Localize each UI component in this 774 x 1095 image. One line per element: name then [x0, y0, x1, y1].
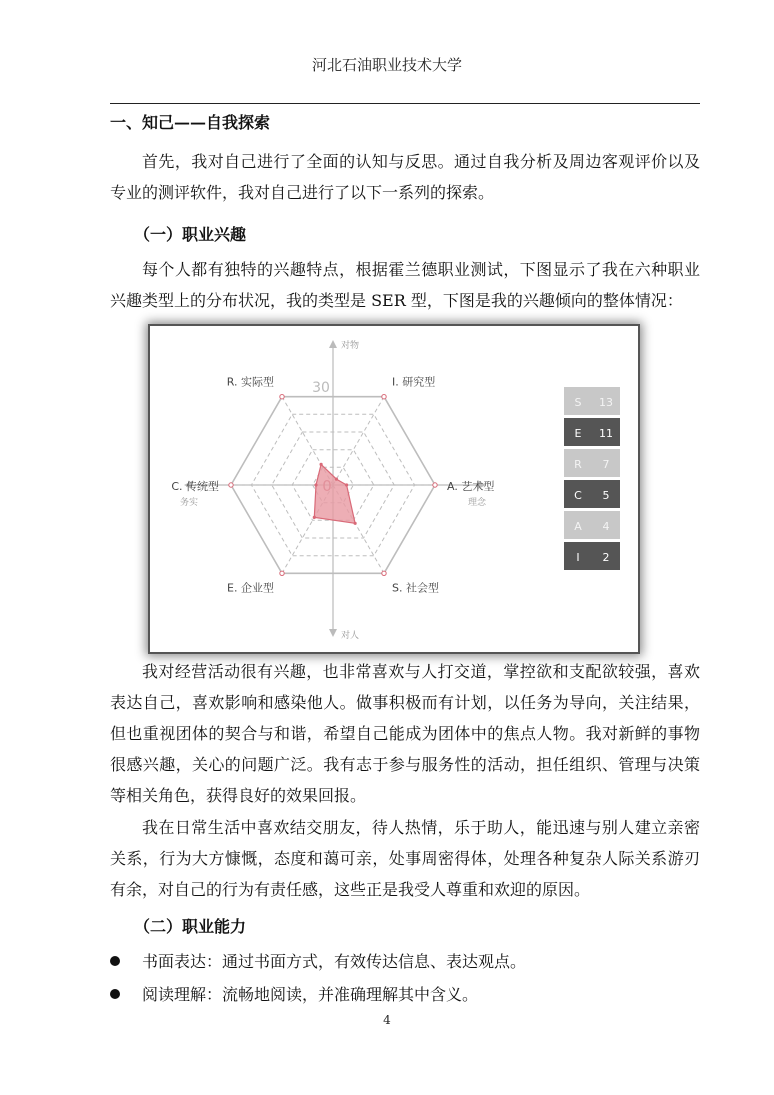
subheading-ability: （二）职业能力	[134, 917, 247, 936]
social-paragraph: 我在日常生活中喜欢结交朋友，待人热情，乐于助人，能迅速与别人建立亲密关系，行为大方慷慨，态度和蔼可亲，处事周密得体，处理各种复杂人际关系游刃有余，对自己的行为有责任感，这些正是我受人尊重和欢迎的原因。	[110, 818, 700, 899]
subheading-interest: （一）职业兴趣	[134, 225, 247, 244]
axis-label-c: C. 传统型	[171, 480, 219, 493]
axis-label-r: R. 实际型	[226, 375, 274, 389]
score-value-label: 4	[602, 520, 610, 533]
data-point-e	[313, 516, 316, 519]
section-heading: 一、知己——自我探索	[110, 113, 271, 132]
direction-label-right: 理念	[467, 498, 486, 508]
bullet-dot-icon	[110, 956, 120, 966]
axis-arrow-up-icon	[329, 340, 337, 348]
direction-label-top: 对物	[341, 341, 360, 351]
vertex-marker	[280, 395, 284, 399]
direction-label-bottom: 对人	[341, 631, 360, 641]
bullet-text: 阅读理解：流畅地阅读，并准确理解其中含义。	[142, 985, 479, 1004]
score-key-label: S	[574, 396, 582, 409]
bullet-dot-icon	[110, 989, 120, 999]
intro-paragraph: 首先，我对自己进行了全面的认知与反思。通过自我分析及周边客观评价以及专业的测评软件，我对自己进行了以下一系列的探索。	[110, 152, 700, 202]
interest-data-area	[314, 464, 355, 523]
score-value-label: 7	[602, 458, 610, 471]
score-cell-a	[564, 511, 620, 539]
vertex-marker	[382, 571, 386, 575]
score-value-label: 13	[599, 396, 613, 409]
axis-label-i: I. 研究型	[392, 375, 436, 389]
data-point-s	[354, 522, 357, 525]
axis-label-a: A. 艺术型	[447, 480, 495, 493]
bullet-item	[110, 949, 526, 972]
data-point-i	[335, 478, 338, 481]
score-value-label: 11	[599, 427, 613, 440]
score-key-label: C	[574, 489, 582, 502]
radar-spoke	[333, 397, 384, 485]
interest-paragraph: 每个人都有独特的兴趣特点，根据霍兰德职业测试，下图显示了我在六种职业兴趣类型上的分布状况，我的类型是 SER 型，下图是我的兴趣倾向的整体情况：	[110, 260, 700, 310]
radar-svg	[150, 326, 638, 652]
page-header: 河北石油职业技术大学	[311, 56, 462, 74]
score-key-label: R	[574, 458, 582, 471]
vertex-marker	[280, 571, 284, 575]
scale-max-label: 30	[312, 380, 330, 396]
score-cell-r	[564, 449, 620, 477]
data-point-r	[320, 463, 323, 466]
bullet-text: 书面表达：通过书面方式，有效传达信息、表达观点。	[142, 952, 527, 971]
score-key-label: E	[574, 427, 582, 440]
vertex-marker	[229, 483, 233, 487]
vertex-marker	[433, 483, 437, 487]
score-key-label: I	[576, 551, 580, 564]
score-value-label: 5	[602, 489, 610, 502]
vertex-marker	[382, 395, 386, 399]
page-number: 4	[383, 1013, 391, 1027]
axis-label-e: E. 企业型	[227, 581, 274, 595]
bullet-item	[110, 982, 478, 1005]
enterprising-paragraph: 我对经营活动很有兴趣，也非常喜欢与人打交道，掌控欲和支配欲较强，喜欢表达自己，喜欢影响和感染他人。做事积极而有计划，以任务为导向，关注结果，但也重视团体的契合与和谐，希望自己能成为团体中的焦点人物。我对新鲜的事物很感兴趣，关心的问题广泛。我有志于参与服务性的活动，担任组织、管理与决策等相关角色，获得良好的效果回报。	[110, 662, 700, 805]
score-cell-i	[564, 542, 620, 570]
score-key-label: A	[574, 520, 582, 533]
axis-arrow-down-icon	[329, 629, 337, 637]
holland-radar-chart	[150, 326, 638, 652]
score-cell-c	[564, 480, 620, 508]
axis-label-s: S. 社会型	[392, 581, 439, 595]
score-value-label: 2	[602, 551, 610, 564]
header-rule	[110, 103, 700, 104]
data-point-c	[314, 483, 317, 486]
direction-label-left: 务实	[180, 498, 199, 508]
data-point-a	[345, 483, 348, 486]
